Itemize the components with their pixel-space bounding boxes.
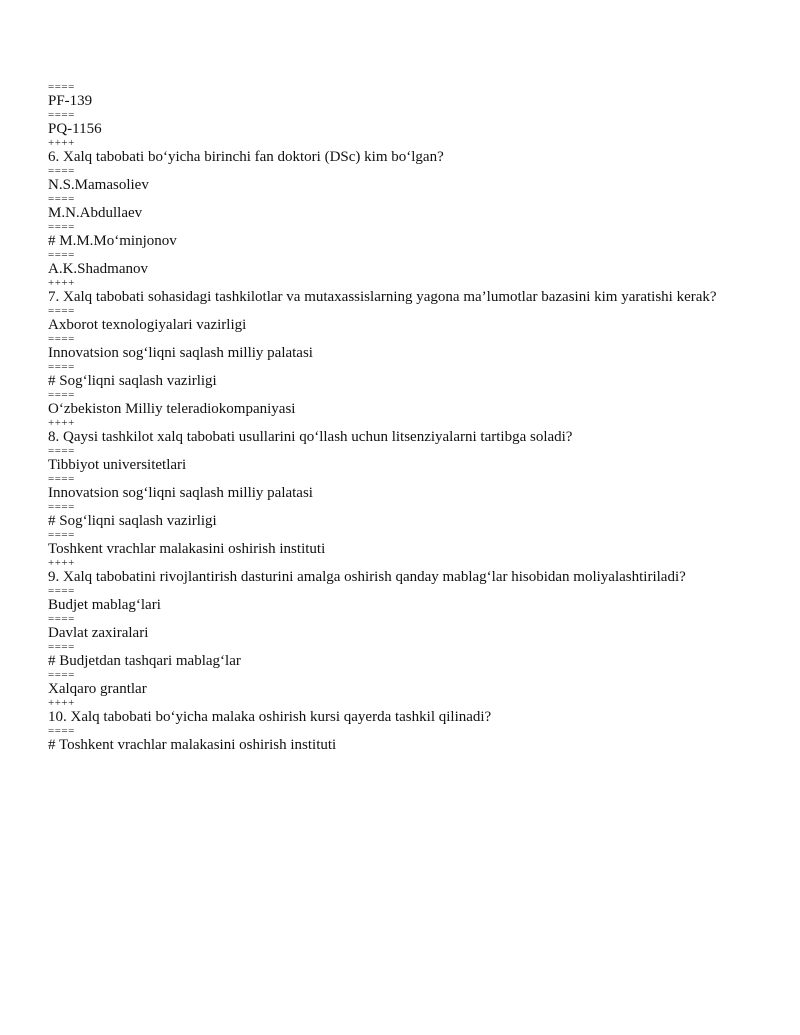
question-separator: ++++: [48, 137, 75, 149]
answer-option: Xalqaro grantlar: [48, 681, 147, 697]
document-body: [48, 82, 778, 754]
option-separator: ====: [48, 669, 75, 681]
option-separator: ====: [48, 473, 75, 485]
question-separator: ++++: [48, 417, 75, 429]
question-text: 9. Xalq tabobatini rivojlantirish dasturini amalga oshirish qanday mablag‘lar hisobidan moliyalashtiriladi?: [48, 569, 686, 585]
answer-option: Davlat zaxiralari: [48, 625, 149, 641]
answer-option: PQ-1156: [48, 121, 102, 137]
answer-option: Innovatsion sog‘liqni saqlash milliy palatasi: [48, 345, 313, 361]
question-separator: ++++: [48, 277, 75, 289]
correct-answer-option: # Budjetdan tashqari mablag‘lar: [48, 653, 241, 669]
question-separator: ++++: [48, 697, 75, 709]
option-separator: ====: [48, 305, 75, 317]
answer-option: Toshkent vrachlar malakasini oshirish instituti: [48, 541, 326, 557]
answer-option: PF-139: [48, 93, 93, 109]
question-text: 8. Qaysi tashkilot xalq tabobati usullarini qo‘llash uchun litsenziyalarni tartibga soladi?: [48, 429, 573, 445]
answer-option: Tibbiyot universitetlari: [48, 457, 187, 473]
option-separator: ====: [48, 81, 75, 93]
correct-answer-option: # Sog‘liqni saqlash vazirligi: [48, 513, 217, 529]
option-separator: ====: [48, 641, 75, 653]
correct-answer-option: # Toshkent vrachlar malakasini oshirish instituti: [48, 737, 337, 753]
option-separator: ====: [48, 249, 75, 261]
option-separator: ====: [48, 333, 75, 345]
answer-option: Axborot texnologiyalari vazirligi: [48, 317, 247, 333]
option-separator: ====: [48, 725, 75, 737]
correct-answer-option: # Sog‘liqni saqlash vazirligi: [48, 373, 217, 389]
option-separator: ====: [48, 501, 75, 513]
option-separator: ====: [48, 221, 75, 233]
option-separator: ====: [48, 109, 75, 121]
answer-option: Budjet mablag‘lari: [48, 597, 161, 613]
correct-answer-option: # M.M.Mo‘minjonov: [48, 233, 177, 249]
answer-option: M.N.Abdullaev: [48, 205, 143, 221]
option-separator: ====: [48, 193, 75, 205]
answer-option: O‘zbekiston Milliy teleradiokompaniyasi: [48, 401, 296, 417]
option-separator: ====: [48, 613, 75, 625]
option-separator: ====: [48, 585, 75, 597]
question-text: 10. Xalq tabobati bo‘yicha malaka oshirish kursi qayerda tashkil qilinadi?: [48, 709, 492, 725]
answer-option: Innovatsion sog‘liqni saqlash milliy palatasi: [48, 485, 313, 501]
option-separator: ====: [48, 165, 75, 177]
question-separator: ++++: [48, 557, 75, 569]
answer-option: N.S.Mamasoliev: [48, 177, 149, 193]
question-text: 7. Xalq tabobati sohasidagi tashkilotlar va mutaxassislarning yagona ma’lumotlar bazasini kim yaratishi kerak?: [48, 289, 717, 305]
option-separator: ====: [48, 361, 75, 373]
option-separator: ====: [48, 445, 75, 457]
question-text: 6. Xalq tabobati bo‘yicha birinchi fan doktori (DSc) kim bo‘lgan?: [48, 149, 444, 165]
option-separator: ====: [48, 389, 75, 401]
answer-option: A.K.Shadmanov: [48, 261, 148, 277]
option-separator: ====: [48, 529, 75, 541]
